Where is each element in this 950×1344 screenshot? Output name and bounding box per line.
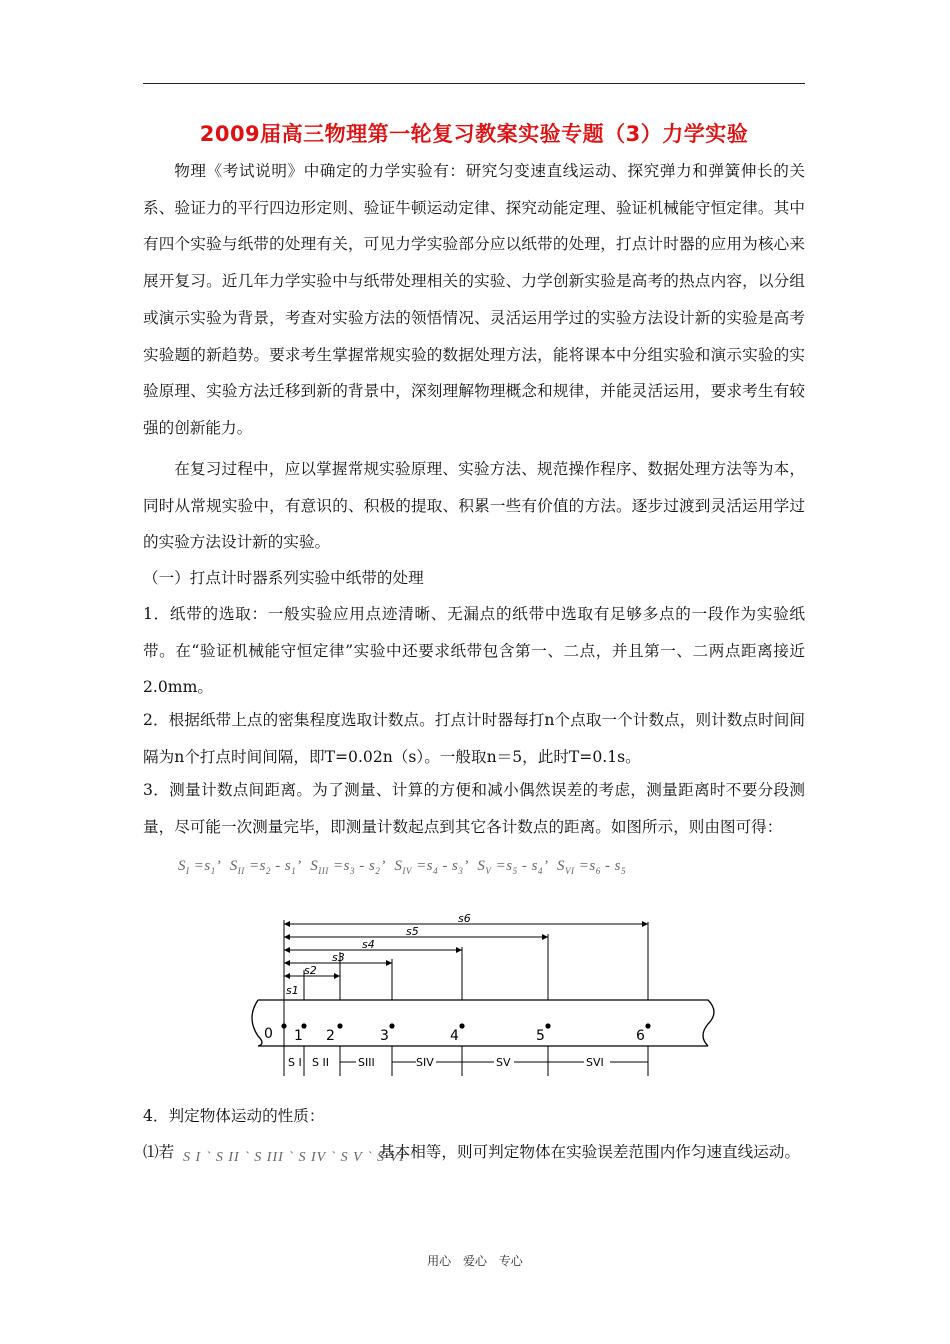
top-measurements xyxy=(284,924,648,976)
item-3: 3．测量计数点间距离。为了测量、计算的方便和减小偶然误差的考虑，测量距离时不要分段测量，尽可能一次测量完毕，即测量计数起点到其它各计数点的距离。如图所示，则由图可得： xyxy=(143,781,805,836)
judgement-1-lead: ⑴若 xyxy=(143,1143,175,1161)
bottom-label-SI: S I xyxy=(288,1056,302,1069)
judgement-1-symbols: S I ` S II ` S III ` S IV ` S V ` S VI xyxy=(183,1150,405,1165)
item-4: 4．判定物体运动的性质： xyxy=(143,1107,325,1125)
formula-term-1: $S_I =s_1$ xyxy=(178,858,216,876)
point-label-0: 0 xyxy=(264,1026,273,1042)
point-label-5: 5 xyxy=(536,1028,545,1044)
paper-tape-diagram xyxy=(238,912,720,1082)
bottom-label-SIV: SIV xyxy=(416,1056,434,1069)
bottom-label-SII: S II xyxy=(312,1056,329,1069)
point-label-1: 1 xyxy=(294,1028,303,1044)
bottom-label-SIII: SIII xyxy=(358,1056,375,1069)
bottom-label-SV: SV xyxy=(496,1056,511,1069)
tape-dots xyxy=(281,1023,650,1028)
top-label-s6: s6 xyxy=(458,912,471,925)
formula-term-3: $S_{III} =s_3 - s_2$ xyxy=(310,858,381,876)
top-label-s4: s4 xyxy=(362,938,375,951)
header-rule xyxy=(143,83,805,84)
top-label-s3: s3 xyxy=(332,951,345,964)
section-heading: （一）打点计时器系列实验中纸带的处理 xyxy=(143,569,424,587)
top-label-s1: s1 xyxy=(286,984,299,997)
bottom-label-SVI: SVI xyxy=(586,1056,604,1069)
judgement-1 xyxy=(143,1140,823,1180)
point-label-2: 2 xyxy=(326,1028,335,1044)
page-title: 2009届高三物理第一轮复习教案实验专题（3）力学实验 xyxy=(199,122,749,146)
judgement-1-text: 基本相等，则可判定物体在实验误差范围内作匀速直线运动。 xyxy=(379,1143,801,1161)
item-1: 1．纸带的选取：一般实验应用点迹清晰、无漏点的纸带中选取有足够多点的一段作为实验纸带。在“验证机械能守恒定律”实验中还要求纸带包含第一、二点，并且第一、二两点距离接近2.0mm。 xyxy=(143,605,805,697)
top-label-s5: s5 xyxy=(406,925,419,938)
point-label-6: 6 xyxy=(636,1028,645,1044)
formula-term-4: $S_{IV} =s_4 - s_3$ xyxy=(394,858,464,876)
point-label-4: 4 xyxy=(450,1028,459,1044)
distance-formula: $S_I =s_1$’ $S_{II} =s_2 - s_1$’ $S_{III} =s_3 - s_2$’ $S_{IV} =s_4 - s_3$’ $S_V =s_5 - s_4$’ $S_{VI} =s_6 - s_5$ xyxy=(178,858,627,876)
page-footer: 用心 爱心 专心 xyxy=(427,1254,523,1268)
formula-term-6: $S_{VI} =s_6 - s_5$ xyxy=(556,858,627,876)
top-label-s2: s2 xyxy=(304,964,317,977)
point-guides xyxy=(284,920,648,1076)
intro-paragraph-2: 在复习过程中，应以掌握常规实验原理、实验方法、规范操作程序、数据处理方法等为本，同时从常规实验中，有意识的、积极的提取、积累一些有价值的方法。逐步过渡到灵活运用学过的实验方法设计新的实验。 xyxy=(143,460,805,552)
intro-paragraph-1: 物理《考试说明》中确定的力学实验有：研究匀变速直线运动、探究弹力和弹簧伸长的关系、验证力的平行四边形定则、验证牛顿运动定律、探究动能定理、验证机械能守恒定律。其中有四个实验与纸带的处理有关，可见力学实验部分应以纸带的处理，打点计时器的应用为核心来展开复习。近几年力学实验中与纸带处理相关的实验、力学创新实验是高考的热点内容，以分组或演示实验为背景，考查对实验方法的领悟情况、灵活运用学过的实验方法设计新的实验是高考实验题的新趋势。要求考生掌握常规实验的数据处理方法，能将课本中分组实验和演示实验的实验原理、实验方法迁移到新的背景中，深刻理解物理概念和规律，并能灵活运用，要求考生有较强的创新能力。 xyxy=(143,162,805,437)
item-2: 2．根据纸带上点的密集程度选取计数点。打点计时器每打n个点取一个计数点，则计数点时间间隔为n个打点时间间隔，即T=0.02n（s）。一般取n＝5，此时T=0.1s。 xyxy=(143,711,805,766)
point-label-3: 3 xyxy=(380,1028,389,1044)
formula-term-2: $S_{II} =s_2 - s_1$ xyxy=(229,858,297,876)
formula-term-5: $S_V =s_5 - s_4$ xyxy=(477,858,543,876)
